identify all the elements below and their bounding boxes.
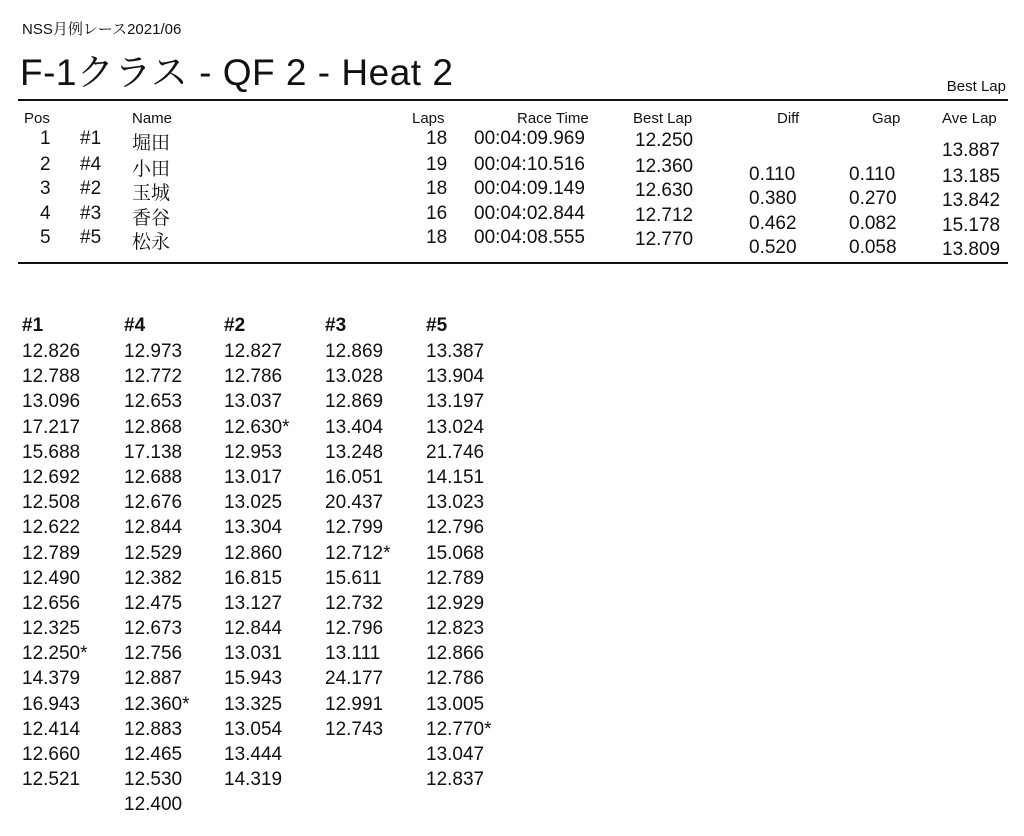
result-laps: 18 <box>426 128 448 149</box>
lap-time: 12.796 <box>325 618 384 640</box>
lap-time: 12.521 <box>22 769 81 791</box>
lap-time: 12.475 <box>124 592 183 614</box>
lap-column-car: #1 <box>22 315 44 336</box>
best-lap-caption: Best Lap <box>946 78 1006 95</box>
lap-time: 12.656 <box>22 592 81 614</box>
lap-time: 12.929 <box>426 592 485 614</box>
lap-time: 13.404 <box>325 416 384 438</box>
result-car-number: #4 <box>80 154 102 175</box>
result-race-time: 00:04:10.516 <box>474 154 585 175</box>
lap-time: 12.869 <box>325 391 384 413</box>
lap-time: 12.788 <box>22 366 81 388</box>
lap-time: 12.712* <box>325 542 391 564</box>
lap-time: 12.786 <box>224 366 283 388</box>
lap-column-car: #5 <box>426 315 448 336</box>
lap-time: 12.250* <box>22 643 88 665</box>
result-gap: 0.082 <box>849 213 897 234</box>
lap-column-car: #3 <box>325 315 347 336</box>
col-header-pos: Pos <box>24 110 50 127</box>
lap-time: 13.111 <box>325 643 381 665</box>
lap-time: 12.653 <box>124 391 183 413</box>
lap-time: 13.023 <box>426 492 485 514</box>
result-laps: 16 <box>426 203 448 224</box>
result-ave-lap: 13.842 <box>942 190 1001 211</box>
lap-time: 12.973 <box>124 341 183 362</box>
lap-time: 12.827 <box>224 341 283 362</box>
result-driver-name: 小田 <box>132 159 171 180</box>
result-pos: 3 <box>40 178 51 199</box>
result-pos: 4 <box>40 203 51 224</box>
lap-time: 13.444 <box>224 744 283 765</box>
result-pos: 2 <box>40 154 51 175</box>
lap-time: 13.904 <box>426 366 485 388</box>
lap-time: 13.096 <box>22 391 81 413</box>
result-driver-name: 堀田 <box>132 133 171 154</box>
result-driver-name: 玉城 <box>132 183 171 204</box>
header-divider <box>18 99 1008 101</box>
lap-time: 12.382 <box>124 567 183 589</box>
result-race-time: 00:04:09.969 <box>474 128 585 149</box>
result-best-lap: 12.630 <box>635 180 694 201</box>
lap-time: 13.028 <box>325 366 384 388</box>
lap-time: 17.217 <box>22 416 81 438</box>
result-ave-lap: 15.178 <box>942 215 1001 236</box>
lap-time: 12.883 <box>124 718 183 740</box>
lap-time: 15.068 <box>426 542 485 564</box>
lap-time: 17.138 <box>124 441 183 463</box>
lap-column <box>22 313 88 792</box>
col-header-diff: Diff <box>777 110 800 127</box>
lap-time: 16.815 <box>224 567 283 589</box>
result-race-time: 00:04:08.555 <box>474 227 585 248</box>
result-car-number: #2 <box>80 178 102 199</box>
lap-time: 13.304 <box>224 517 283 539</box>
result-race-time: 00:04:02.844 <box>474 203 585 224</box>
result-car-number: #5 <box>80 227 102 248</box>
lap-time: 12.360* <box>124 693 190 715</box>
lap-time: 12.465 <box>124 744 183 765</box>
lap-time: 12.826 <box>22 341 81 362</box>
result-car-number: #3 <box>80 203 102 224</box>
lap-time: 12.508 <box>22 492 81 514</box>
result-laps: 18 <box>426 178 448 199</box>
result-pos: 5 <box>40 227 51 248</box>
result-diff: 0.110 <box>749 164 796 185</box>
lap-time: 13.127 <box>224 592 283 614</box>
lap-time: 12.732 <box>325 592 384 614</box>
lap-time: 12.789 <box>426 567 485 589</box>
col-header-race-time: Race Time <box>517 110 589 127</box>
lap-time: 12.400 <box>124 794 183 816</box>
result-ave-lap: 13.185 <box>942 166 1001 187</box>
result-gap: 0.058 <box>849 237 897 258</box>
col-header-gap: Gap <box>872 110 901 127</box>
lap-column <box>124 313 190 818</box>
lap-time: 12.676 <box>124 492 183 514</box>
lap-time: 13.054 <box>224 718 283 740</box>
lap-time: 12.844 <box>124 517 183 539</box>
result-diff: 0.380 <box>749 188 797 209</box>
lap-time: 12.756 <box>124 643 183 665</box>
lap-column <box>325 313 391 742</box>
result-pos: 1 <box>40 128 51 149</box>
result-best-lap: 12.770 <box>635 229 694 250</box>
lap-time: 12.789 <box>22 542 81 564</box>
lap-time: 12.887 <box>124 668 183 690</box>
col-header-laps: Laps <box>412 110 445 127</box>
lap-time: 12.860 <box>224 542 283 564</box>
lap-time: 13.031 <box>224 643 283 665</box>
lap-time: 12.622 <box>22 517 81 539</box>
lap-time: 13.025 <box>224 492 283 514</box>
lap-time: 16.051 <box>325 466 384 488</box>
event-subtitle: NSS月例レース2021/06 <box>22 21 182 38</box>
lap-time: 15.688 <box>22 441 81 463</box>
lap-time: 21.746 <box>426 441 485 463</box>
lap-time: 14.319 <box>224 769 283 791</box>
lap-time: 20.437 <box>325 492 384 514</box>
result-car-number: #1 <box>80 128 102 149</box>
lap-column-car: #4 <box>124 315 146 336</box>
lap-time: 12.529 <box>124 542 183 564</box>
result-diff: 0.520 <box>749 237 797 258</box>
lap-time: 24.177 <box>325 668 384 690</box>
lap-time: 13.248 <box>325 441 384 463</box>
lap-time: 12.630* <box>224 416 290 438</box>
results-divider <box>18 262 1008 264</box>
result-laps: 18 <box>426 227 448 248</box>
lap-time: 14.151 <box>426 466 485 488</box>
result-driver-name: 香谷 <box>132 208 171 229</box>
lap-time: 12.823 <box>426 618 485 640</box>
result-gap: 0.270 <box>849 188 897 209</box>
lap-time: 13.047 <box>426 744 485 765</box>
lap-time: 13.325 <box>224 693 283 715</box>
col-header-ave-lap: Ave Lap <box>942 110 997 127</box>
result-gap: 0.110 <box>849 164 896 185</box>
lap-time: 12.953 <box>224 441 283 463</box>
lap-time: 12.692 <box>22 466 81 488</box>
lap-time: 12.866 <box>426 643 485 665</box>
result-diff: 0.462 <box>749 213 797 234</box>
lap-time: 12.530 <box>124 769 183 791</box>
col-header-name: Name <box>132 110 173 127</box>
result-best-lap: 12.250 <box>635 130 694 151</box>
lap-time: 12.786 <box>426 668 485 690</box>
lap-time: 12.673 <box>124 618 183 640</box>
lap-time: 13.024 <box>426 416 485 438</box>
lap-time: 12.868 <box>124 416 183 438</box>
lap-column-car: #2 <box>224 315 246 336</box>
lap-time: 12.844 <box>224 618 283 640</box>
lap-time: 12.490 <box>22 567 81 589</box>
page-title: F-1クラス - QF 2 - Heat 2 <box>20 52 454 93</box>
lap-time: 13.037 <box>224 391 283 413</box>
lap-time: 12.660 <box>22 744 81 765</box>
result-ave-lap: 13.887 <box>942 140 1001 161</box>
lap-time: 12.414 <box>22 718 81 740</box>
lap-time: 13.387 <box>426 341 485 362</box>
lap-time: 13.017 <box>224 466 283 488</box>
lap-time: 12.770* <box>426 718 492 740</box>
lap-time: 12.796 <box>426 517 485 539</box>
result-ave-lap: 13.809 <box>942 239 1001 260</box>
lap-time: 12.799 <box>325 517 384 539</box>
lap-time: 16.943 <box>22 693 81 715</box>
lap-time: 12.743 <box>325 718 384 740</box>
result-driver-name: 松永 <box>132 232 171 253</box>
lap-time: 15.611 <box>325 567 382 589</box>
lap-time: 12.869 <box>325 341 384 362</box>
lap-time: 12.688 <box>124 466 183 488</box>
col-header-best-lap: Best Lap <box>633 110 693 127</box>
lap-time: 12.325 <box>22 618 81 640</box>
result-best-lap: 12.360 <box>635 156 694 177</box>
lap-column <box>224 313 290 792</box>
result-best-lap: 12.712 <box>635 205 694 226</box>
lap-time: 14.379 <box>22 668 81 690</box>
lap-time: 13.197 <box>426 391 485 413</box>
lap-time: 12.837 <box>426 769 485 791</box>
lap-time: 15.943 <box>224 668 283 690</box>
lap-time: 12.991 <box>325 693 384 715</box>
result-race-time: 00:04:09.149 <box>474 178 585 199</box>
lap-time: 13.005 <box>426 693 485 715</box>
lap-column <box>426 313 492 792</box>
lap-time: 12.772 <box>124 366 183 388</box>
result-laps: 19 <box>426 154 448 175</box>
